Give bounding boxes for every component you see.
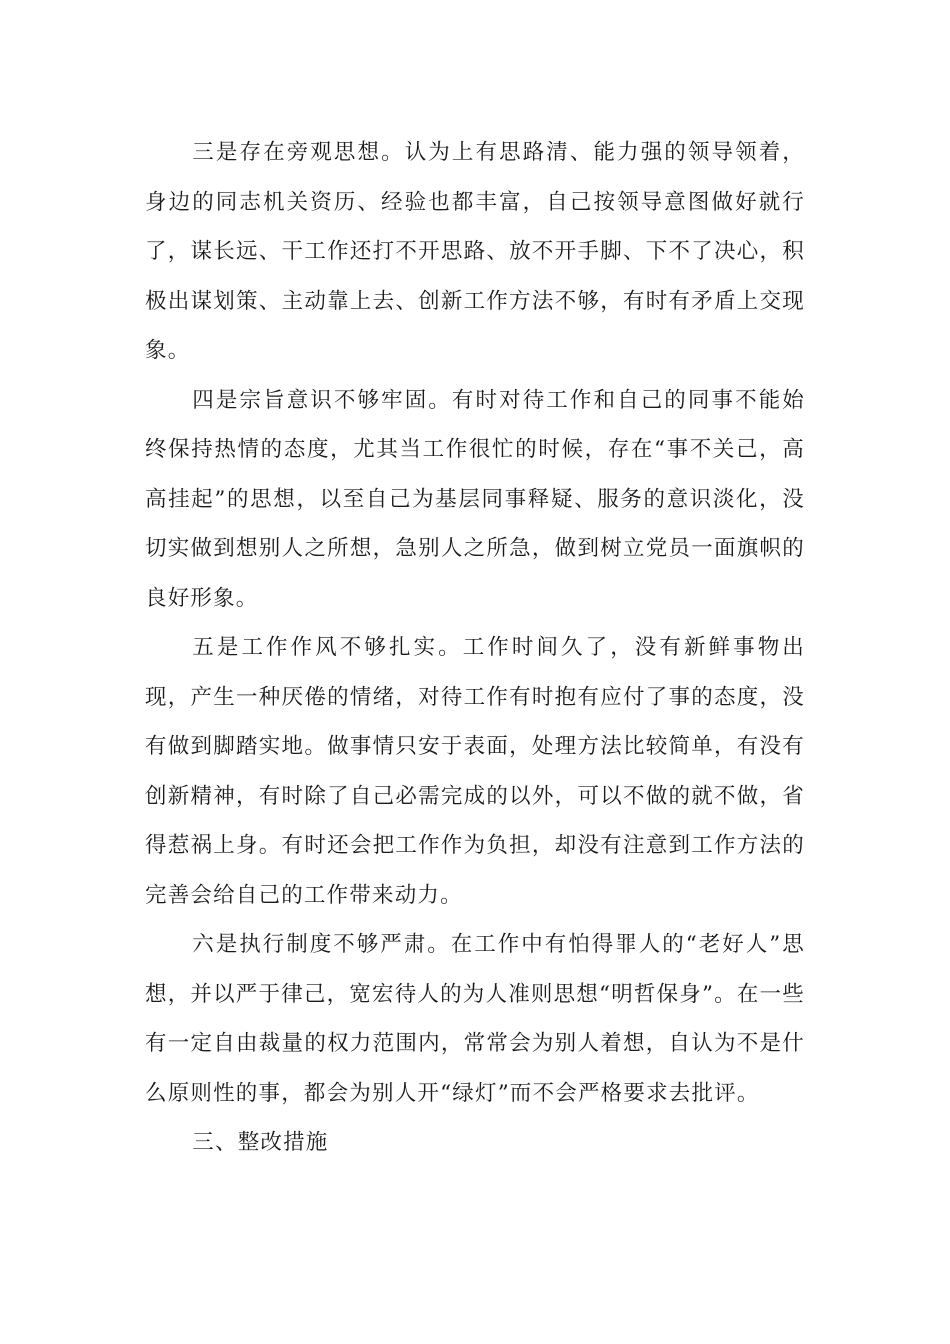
paragraph-work-style: 五是工作作风不够扎实。工作时间久了，没有新鲜事物出现，产生一种厌倦的情绪，对待工作有时抱有应付了事的态度，没有做到脚踏实地。做事情只安于表面，处理方法比较简单，有没有创新精神，有时除了自己必需完成的以外，可以不做的就不做，省得惹祸上身。有时还会把工作作为负担，却没有注意到工作方法的完善会给自己的工作带来动力。 [145, 635, 805, 908]
section-heading: 三、整改措施 [192, 1130, 329, 1155]
document-page [145, 128, 805, 1168]
paragraph-bystander-mindset: 三是存在旁观思想。认为上有思路清、能力强的领导领着，身边的同志机关资历、经验也都丰富，自己按领导意图做好就行了，谋长远、干工作还打不开思路、放不开手脚、下不了决心，积极出谋划策、主动靠上去、创新工作方法不够，有时有矛盾上交现象。 [145, 140, 805, 363]
paragraph-rule-enforcement: 六是执行制度不够严肃。在工作中有怕得罪人的“老好人”思想，并以严于律己，宽宏待人的为人准则思想“明哲保身”。在一些有一定自由裁量的权力范围内，常常会为别人着想，自认为不是什么原则性的事，都会为别人开“绿灯”而不会严格要求去批评。 [145, 932, 805, 1106]
paragraph-purpose-awareness: 四是宗旨意识不够牢固。有时对待工作和自己的同事不能始终保持热情的态度，尤其当工作很忙的时候，存在“事不关己，高高挂起”的思想，以至自己为基层同事释疑、服务的意识淡化，没切实做到想别人之所想，急别人之所急，做到树立党员一面旗帜的良好形象。 [145, 387, 805, 611]
